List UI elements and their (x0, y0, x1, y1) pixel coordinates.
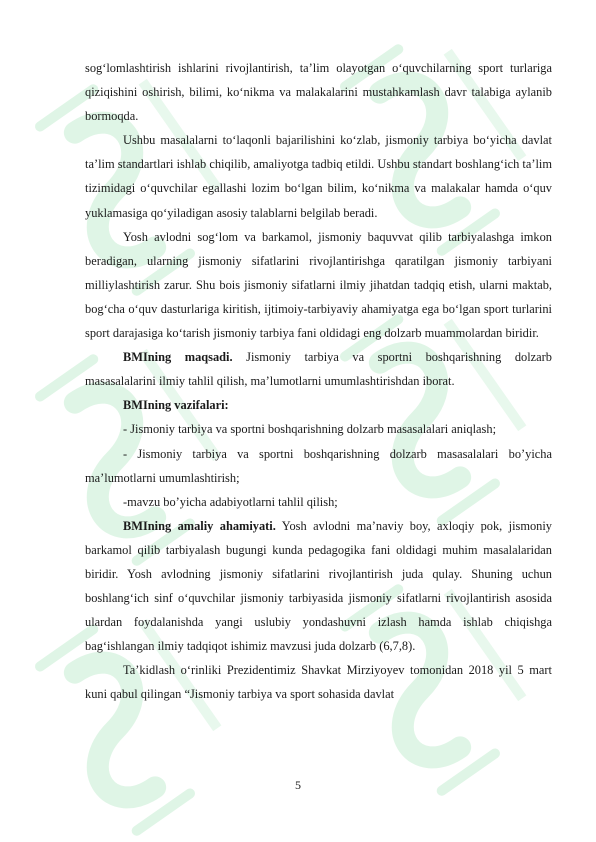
paragraph-1: sog‘lomlashtirish ishlarini rivojlantirish, ta’lim olayotgan o‘quvchilarning sport turlariga qiziqishini oshirish, bilimi, ko‘nikma va malakalarini mustahkamlash davr talabiga aylanib bormoqda. (85, 61, 552, 124)
goal-text: Jismoniy tarbiya va sportni boshqarishning dolzarb masasalalarini ilmiy tahlil qilish, ma’lumotlarni umumlashtirishdan iborat. (85, 350, 552, 389)
significance-heading: BMIning amaliy ahamiyati. (123, 518, 276, 533)
body-text (85, 56, 552, 707)
task-item-3: -mavzu bo’yicha adabiyotlarni tahlil qilish; (123, 494, 338, 509)
paragraph-goal (85, 345, 552, 393)
paragraph-2: Ushbu masalalarni to‘laqonli bajarilishini ko‘zlab, jismoniy tarbiya bo‘yicha davlat ta’lim standartlari ishlab chiqilib, amaliyotga tadbiq etildi. Ushbu standart boshlang‘ich ta’lim tizimidagi o‘quvchilar egallashi lozim bo‘lgan bilim, ko‘nikma va malakalar hamda o‘quv yuklamasiga qo‘yiladigan asosiy talablarni belgilab beradi. (85, 133, 552, 220)
page-number: 5 (295, 778, 301, 792)
task-item-2: - Jismoniy tarbiya va sportni boshqarishning dolzarb masasalalari bo’yicha ma’lumotlarni umumlashtirish; (85, 446, 552, 485)
paragraph-significance (85, 514, 552, 659)
task-item-1: - Jismoniy tarbiya va sportni boshqarishning dolzarb masasalalari aniqlash; (123, 422, 497, 437)
tasks-heading: BMIning vazifalari: (123, 398, 229, 413)
paragraph-3: Yosh avlodni sog‘lom va barkamol, jismoniy baquvvat qilib tarbiyalashga imkon beradigan, ularning jismoniy sifatlarini rivojlantirishga qaratilgan jismoniy tarbiyani milliylashtirish zarur. Shu bois jismoniy sifatlarni ilmiy jihatdan tadqiq etish, ularni maktab, bog‘cha o‘quv dasturlariga kiritish, ijtimoiy-tarbiyaviy ahamiyatga ega bo‘lgan sport turlarini sport darajasiga ko‘tarish jismoniy tarbiya fani oldidagi eng dolzarb muammolardan biridir. (85, 229, 552, 341)
significance-text: Yosh avlodni ma’naviy boy, axloqiy pok, jismoniy barkamol qilib tarbiyalash bugungi kunda pedagogika fani oldidagi muhim masalalaridan biridir. Yosh avlodning jismoniy sifatlarini rivojlantirish juda qulay. Shuning uchun boshlang‘ich sinf o‘quvchilar jismoniy tarbiyasida jismoniy sifatlarni rivojlantirish asosida ulardan foydalanishda yangi uslubiy yondashuvni izlash hamda ishlab chiqishga bag‘ishlangan ilmiy tadqiqot ishimiz mavzusi juda dolzarb (6,7,8). (85, 518, 553, 654)
goal-heading: BMIning maqsadi. (123, 350, 233, 365)
paragraph-final: Ta’kidlash o‘rinliki Prezidentimiz Shavkat Mirziyoyev tomonidan 2018 yil 5 mart kuni qabul qilingan “Jismoniy tarbiya va sport sohasida davlat (85, 663, 552, 702)
